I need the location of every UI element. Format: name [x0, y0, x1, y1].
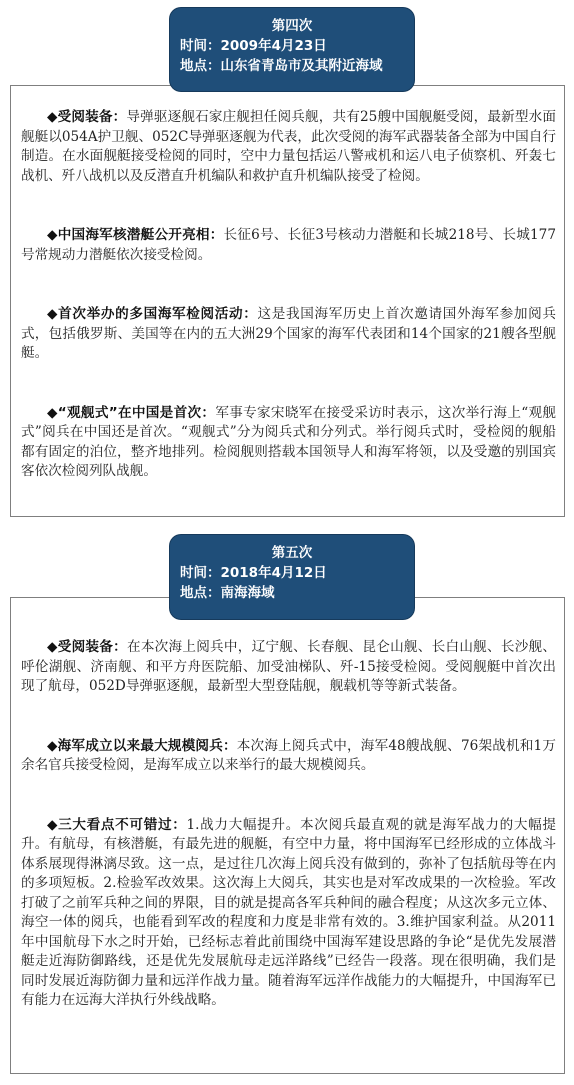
section5-time: 时间：2018年4月12日: [180, 565, 327, 581]
paragraph-body: 军事专家宋晓军在接受采访时表示，这次举行海上“观舰式”阅兵在中国还是首次。“观舰式”分为阅兵式和分列式。举行阅兵式时，受检阅的舰船都有固定的泊位，整齐地排列。检阅舰则搭载本国领导人和海军将领，以及受邀的别国宾客依次检阅列队战舰。: [21, 404, 556, 479]
paragraph-heading: 海军成立以来最大规模阅兵：: [57, 737, 237, 754]
paragraph-body: 在本次海上阅兵中，辽宁舰、长春舰、昆仑山舰、长白山舰、长沙舰、呼伦湖舰、济南舰、和平方舟医院船、加受油梯队、歼-15接受检阅。受阅舰艇中首次出现了航母，052D导弹驱逐舰，最新型大型登陆舰，舰载机等等新式装备。: [21, 639, 557, 694]
bullet-diamond-icon: ◆: [47, 227, 58, 243]
section4-title: 第四次: [271, 18, 313, 34]
paragraph-body: 本次海上阅兵式中，海军48艘战舰、76架战机和1万余名官兵接受检阅，是海军成立以来举行的最大规模阅兵。: [21, 737, 556, 773]
paragraph-heading: 首次举办的多国海军检阅活动：: [58, 306, 258, 322]
section4-content-box: [10, 85, 565, 517]
section4-paragraph-4: [21, 404, 556, 482]
bullet-diamond-icon: ◆: [47, 404, 58, 421]
section4-paragraphs: [11, 108, 564, 482]
paragraph-body: 1.战力大幅提升。本次阅兵最直观的就是海军战力的大幅提升。有航母，有核潜艇，有最先进的舰艇，有空中力量，将中国海军已经形成的立体战斗体系展现得淋漓尽致。这一点，是过往几次海上阅兵没有做到的，弥补了包括航母等在内的多项短板。2.检验军改效果。这次海上大阅兵，其实也是对军改成果的一次检验。军改打破了之前军兵种之间的界限，目的就是提高各军兵种间的融合程度；从这次多元立体、海空一体的阅兵，也能看到军改的程度和力度是非常有效的。3.维护国家利益。从2011年中国航母下水之时开始，已经标志着此前围绕中国海军建设思路的争论“是优先发展潜艇走近海防御路线，还是优先发展航母走远洋路线”已经告一段落。现在很明确，我们是同时发展近海防御力量和远洋作战力量。随着海军远洋作战能力的大幅提升，中国海军已有能力在远海大洋执行外线战略。: [21, 816, 556, 1008]
paragraph-heading: 中国海军核潜艇公开亮相：: [57, 227, 224, 243]
section4-header: [170, 8, 414, 91]
paragraph-body: 长征6号、长征3号核动力潜艇和长城218号、长城177号常规动力潜艇依次接受检阅。: [21, 227, 556, 263]
paragraph-body: 这是我国海军历史上首次邀请国外海军参加阅兵式，包括俄罗斯、美国等在内的五大洲29个国家的海军代表团和14个国家的21艘各型舰艇。: [21, 306, 556, 361]
section5-content-box: [10, 597, 565, 1074]
section5-paragraph-3: [21, 816, 556, 1011]
paragraph-body: 导弹驱逐舰石家庄舰担任阅兵舰，共有25艘中国舰艇受阅，最新型水面舰艇以054A护卫舰、052C导弹驱逐舰为代表，此次受阅的海军武器装备全部为中国自行制造。在水面舰艇接受检阅的同时，空中力量包括运八警戒机和运八电子侦察机、歼轰七战机、歼八战机以及反潜直升机编队和救护直升机编队接受了检阅。: [21, 109, 556, 184]
section5-header: [170, 535, 414, 619]
bullet-diamond-icon: ◆: [47, 306, 59, 322]
section4-time: 时间：2009年4月23日: [180, 38, 327, 54]
section5-paragraphs: [11, 638, 564, 1011]
paragraph-heading: 三大看点不可错过：: [58, 816, 187, 833]
section4-paragraph-3: [21, 305, 556, 364]
paragraph-heading: 受阅装备：: [57, 109, 127, 125]
section4-paragraph-1: [21, 108, 556, 186]
section4-paragraph-2: [21, 226, 556, 265]
section5-place: 地点：南海海域: [180, 585, 275, 601]
bullet-diamond-icon: ◆: [47, 737, 58, 754]
bullet-diamond-icon: ◆: [47, 639, 58, 655]
section5-title: 第五次: [271, 545, 313, 561]
paragraph-heading: “观舰式”在中国是首次：: [57, 404, 216, 421]
paragraph-heading: 受阅装备：: [57, 639, 127, 655]
bullet-diamond-icon: ◆: [47, 109, 58, 125]
bullet-diamond-icon: ◆: [47, 816, 59, 833]
section5-paragraph-2: [21, 737, 556, 776]
section5-paragraph-1: [21, 638, 556, 697]
section4-place: 地点：山东省青岛市及其附近海域: [180, 58, 383, 74]
